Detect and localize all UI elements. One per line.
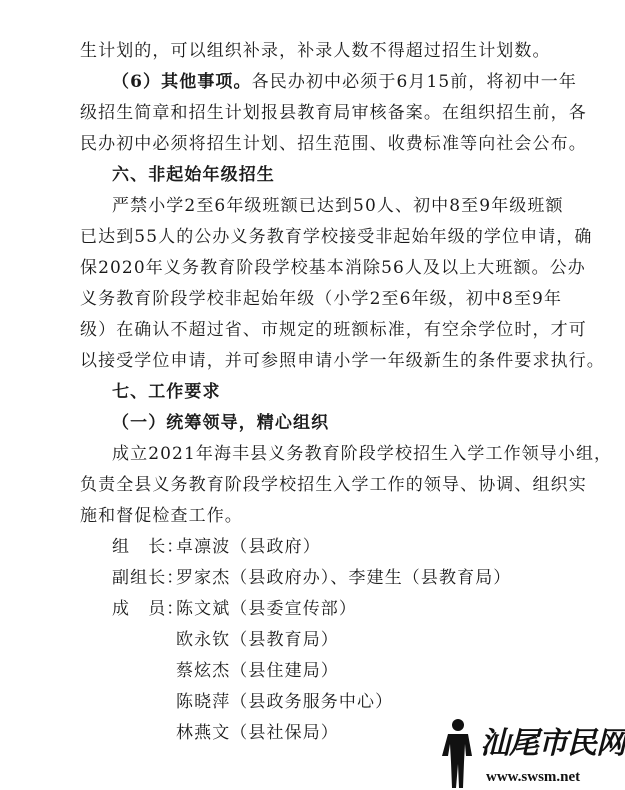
deputy-label: 副组长：	[112, 568, 185, 588]
site-watermark	[432, 716, 625, 790]
body-line: 施和督促检查工作。	[80, 506, 243, 526]
section-heading-6: 六、非起始年级招生	[112, 165, 275, 185]
deputy-names: 罗家杰（县政府办）、李建生（县教育局）	[176, 568, 512, 588]
body-line: 各民办初中必须于6月15前，将初中一年	[251, 72, 577, 92]
item-6-heading: （6）其他事项。	[112, 72, 252, 92]
section-heading-7: 七、工作要求	[112, 382, 221, 402]
member-entry: 蔡炫杰（县住建局）	[176, 661, 339, 681]
leader-label: 组 长：	[112, 537, 185, 557]
members-label: 成 员：	[112, 599, 185, 619]
body-line: 负责全县义务教育阶段学校招生入学工作的领导、协调、组织实	[80, 475, 587, 495]
body-line: 成立2021年海丰县义务教育阶段学校招生入学工作领导小组，	[112, 444, 613, 464]
watermark-logo-text: 汕尾市民网	[480, 726, 625, 761]
body-line: 级）在确认不超过省、市规定的班额标准，有空余学位时，才可	[80, 320, 587, 340]
body-line: 义务教育阶段学校非起始年级（小学2至6年级，初中8至9年	[80, 289, 563, 309]
member-entry: 陈文斌（县委宣传部）	[176, 599, 357, 619]
body-line: 已达到55人的公办义务教育学校接受非起始年级的学位申请，确	[80, 227, 593, 247]
leader-name: 卓凛波（县政府）	[176, 537, 321, 557]
body-line: 以接受学位申请，并可参照申请小学一年级新生的条件要求执行。	[80, 351, 605, 371]
member-entry: 欧永钦（县教育局）	[176, 630, 339, 650]
body-line: 保2020年义务教育阶段学校基本消除56人及以上大班额。公办	[80, 258, 586, 278]
member-entry: 陈晓萍（县政务服务中心）	[176, 692, 394, 712]
body-line: 严禁小学2至6年级班额已达到50人、初中8至9年级班额	[112, 196, 564, 216]
body-line: 民办初中必须将招生计划、招生范围、收费标准等向社会公布。	[80, 134, 587, 154]
body-line: 生计划的，可以组织补录，补录人数不得超过招生计划数。	[80, 41, 551, 61]
subsection-heading: （一）统筹领导，精心组织	[112, 413, 330, 433]
standing-figure-icon	[432, 716, 482, 790]
body-line: 级招生简章和招生计划报县教育局审核备案。在组织招生前，各	[80, 103, 587, 123]
item-6-line	[112, 71, 577, 93]
watermark-url: www.swsm.net	[486, 769, 581, 785]
member-entry: 林燕文（县社保局）	[176, 723, 339, 743]
